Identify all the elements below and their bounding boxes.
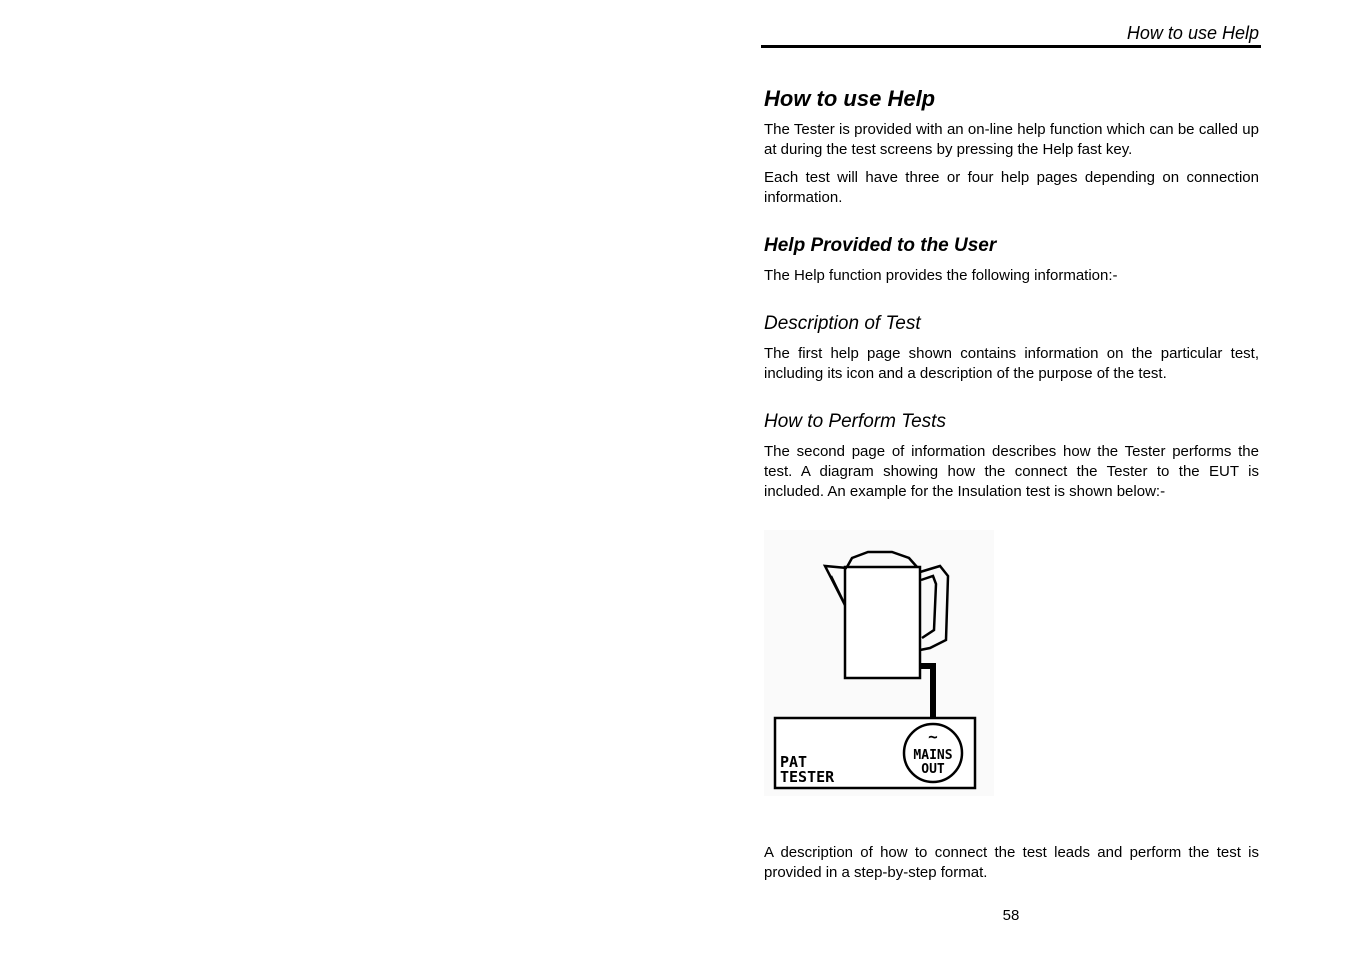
- running-header: How to use Help: [1126, 23, 1259, 43]
- insulation-test-diagram: [764, 530, 994, 796]
- page-title: How to use Help: [764, 86, 936, 111]
- help-provided-heading: Help Provided to the User: [764, 235, 997, 256]
- intro-paragraph-2: Each test will have three or four help pages depending on connection information.: [764, 169, 1259, 206]
- socket-label-line2: OUT: [921, 762, 945, 777]
- closing-paragraph: A description of how to connect the test leads and perform the test is provided in a step-by-step format.: [764, 844, 1259, 881]
- tester-label-line1: PAT: [780, 753, 808, 771]
- description-heading: Description of Test: [764, 313, 921, 334]
- intro-paragraph-1: The Tester is provided with an on-line help function which can be called up at during the test screens by pressing the Help fast key.: [764, 121, 1259, 158]
- perform-paragraph: The second page of information describes how the Tester performs the test. A diagram showing how the connect the Tester to the EUT is included. An example for the Insulation test is shown below:-: [764, 443, 1259, 500]
- page-number: 58: [1002, 907, 1020, 924]
- help-provided-paragraph: The Help function provides the following information:-: [764, 267, 1118, 284]
- page-content: [764, 86, 1259, 510]
- socket-label-line1: MAINS: [913, 748, 953, 763]
- perform-heading: How to Perform Tests: [764, 411, 946, 432]
- tester-label-line2: TESTER: [780, 768, 835, 786]
- header-rule: [761, 45, 1261, 48]
- socket-symbol: ~: [928, 727, 938, 746]
- description-paragraph: The first help page shown contains information on the particular test, including its icon and a description of the purpose of the test.: [764, 345, 1259, 382]
- manual-page: [761, 0, 1261, 954]
